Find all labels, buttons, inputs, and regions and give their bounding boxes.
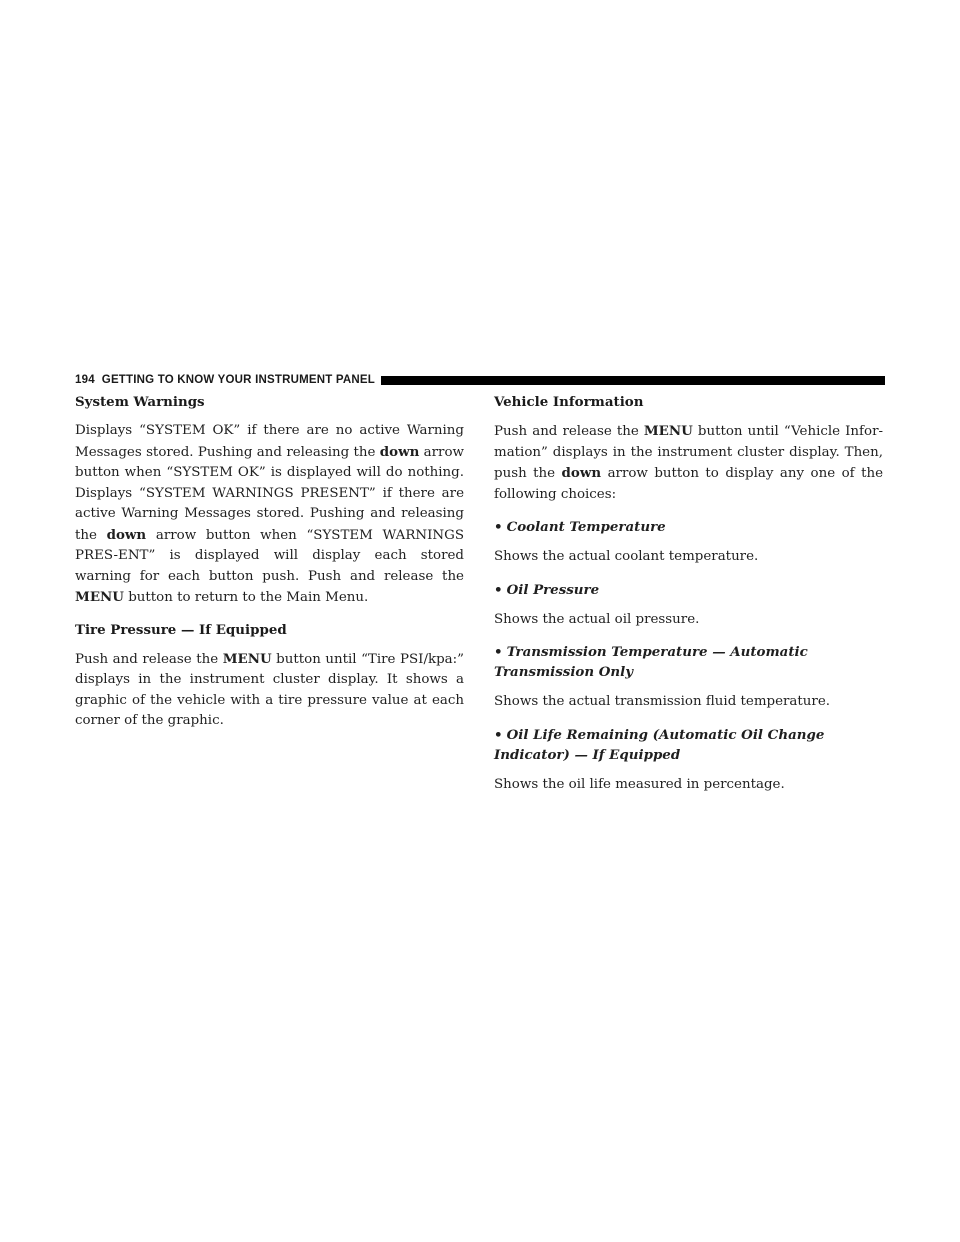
text-run: arrow button to display any one of the following choices:: [494, 466, 884, 502]
right-column: [494, 393, 883, 807]
vehicle-information-heading: Vehicle Information: [494, 394, 644, 410]
text-run: button to return to the Main Menu.: [123, 590, 369, 605]
page-number: 194: [75, 374, 95, 386]
text-run: Displays “SYSTEM OK” if there are no active Warning Messages stored. Pushing and releasing the: [75, 423, 464, 460]
left-column: [75, 393, 464, 744]
bullet-icon: •: [494, 644, 503, 660]
list-item-description: Shows the actual oil pressure.: [494, 611, 700, 627]
list-item-description: Shows the actual coolant temperature.: [494, 549, 759, 564]
vehicle-information-paragraph: [494, 421, 883, 505]
text-run: button until “Vehicle Infor-mation” displays in the instrument cluster display. Then, push the: [494, 424, 884, 481]
text-run: button until “Tire PSI/kpa:” displays in the instrument cluster display. It shows a graphic of the vehicle with a tire pressure value at each corner of the graphic.: [75, 651, 465, 728]
list-item: [494, 580, 883, 600]
text-run: Push and release the: [75, 651, 223, 667]
tire-pressure-heading: Tire Pressure — If Equipped: [75, 621, 287, 638]
list-item-label: Oil Life Remaining (Automatic Oil Change Indicator) — If Equipped: [494, 726, 825, 763]
text-run-bold: MENU: [222, 650, 272, 667]
text-run: Push and release the: [494, 424, 644, 439]
system-warnings-paragraph: [75, 421, 464, 609]
text-run: arrow button when “SYSTEM OK” is displayed will do nothing. Displays “SYSTEM WARNINGS PRESENT” if there are active Warning Messages stored. Pushing and releasing the: [75, 444, 464, 543]
text-run-bold: MENU: [643, 423, 693, 439]
list-item-label: Transmission Temperature — Automatic Transmission Only: [494, 644, 808, 680]
header-rule: [381, 376, 885, 385]
list-item: [494, 642, 883, 682]
list-item: [494, 517, 883, 537]
bullet-icon: •: [494, 519, 503, 535]
list-item-description: Shows the actual transmission fluid temperature.: [494, 694, 830, 709]
system-warnings-heading: System Warnings: [75, 394, 205, 410]
page-header: [75, 372, 885, 388]
section-title: GETTING TO KNOW YOUR INSTRUMENT PANEL: [101, 374, 375, 386]
list-item: [494, 725, 883, 765]
bullet-icon: •: [494, 726, 503, 743]
tire-pressure-paragraph: [75, 649, 464, 732]
text-run-bold: MENU: [75, 589, 124, 605]
list-item-description: Shows the oil life measured in percentage.: [494, 776, 785, 792]
list-item-label: Oil Pressure: [506, 581, 600, 598]
list-item-label: Coolant Temperature: [506, 519, 666, 535]
text-run-bold: down: [379, 443, 420, 460]
text-run-bold: down: [561, 465, 602, 481]
text-run-bold: down: [106, 526, 147, 543]
text-run: arrow button when “SYSTEM WARNINGS PRES-ENT” is displayed will display each stored warning for each button push. Push and release the: [75, 527, 465, 584]
bullet-icon: •: [494, 581, 503, 598]
